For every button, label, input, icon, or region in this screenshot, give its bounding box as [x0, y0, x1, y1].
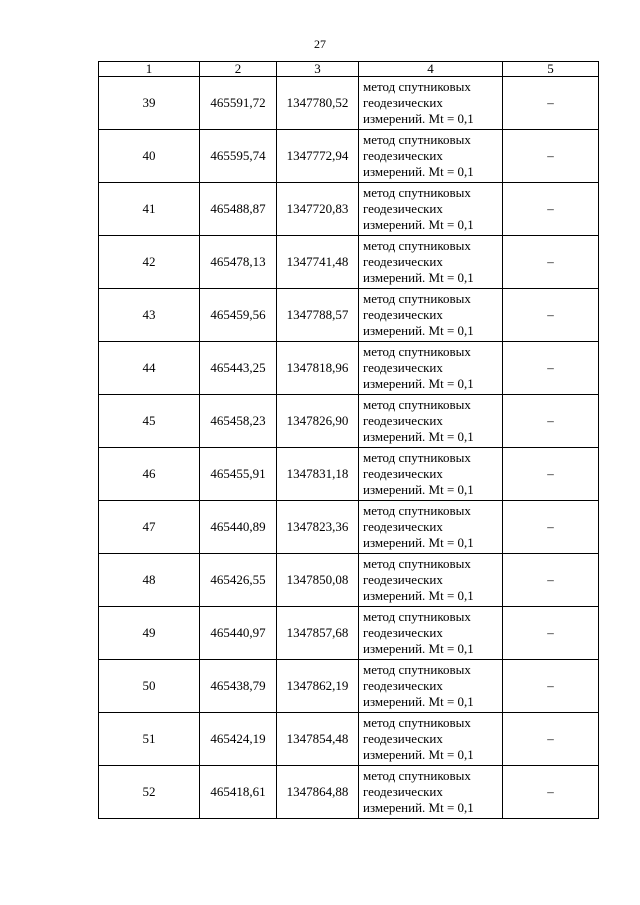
method-line: измерений. Mt = 0,1	[363, 164, 474, 179]
method-line: геодезических	[363, 254, 443, 269]
column-header: 5	[503, 62, 599, 77]
y-coordinate-cell: 1347818,96	[277, 342, 359, 395]
x-coordinate-cell: 465440,89	[200, 501, 277, 554]
table-row	[99, 130, 599, 183]
method-line: метод спутниковых	[363, 715, 471, 730]
method-cell	[359, 130, 503, 183]
note-cell: –	[503, 395, 599, 448]
coordinates-table	[98, 61, 599, 819]
method-line: геодезических	[363, 148, 443, 163]
method-cell	[359, 342, 503, 395]
table-row	[99, 395, 599, 448]
point-number-cell: 40	[99, 130, 200, 183]
x-coordinate-cell: 465418,61	[200, 766, 277, 819]
note-cell: –	[503, 183, 599, 236]
y-coordinate-cell: 1347826,90	[277, 395, 359, 448]
method-line: геодезических	[363, 572, 443, 587]
method-cell	[359, 395, 503, 448]
method-line: измерений. Mt = 0,1	[363, 641, 474, 656]
method-line: геодезических	[363, 784, 443, 799]
y-coordinate-cell: 1347720,83	[277, 183, 359, 236]
method-line: метод спутниковых	[363, 291, 471, 306]
method-line: измерений. Mt = 0,1	[363, 270, 474, 285]
method-cell	[359, 236, 503, 289]
table-row	[99, 236, 599, 289]
method-cell	[359, 501, 503, 554]
y-coordinate-cell: 1347857,68	[277, 607, 359, 660]
y-coordinate-cell: 1347862,19	[277, 660, 359, 713]
table-row	[99, 77, 599, 130]
note-cell: –	[503, 766, 599, 819]
table-row	[99, 501, 599, 554]
point-number-cell: 47	[99, 501, 200, 554]
method-line: измерений. Mt = 0,1	[363, 694, 474, 709]
x-coordinate-cell: 465443,25	[200, 342, 277, 395]
point-number-cell: 39	[99, 77, 200, 130]
method-line: геодезических	[363, 466, 443, 481]
x-coordinate-cell: 465426,55	[200, 554, 277, 607]
table-row	[99, 607, 599, 660]
method-line: геодезических	[363, 307, 443, 322]
y-coordinate-cell: 1347831,18	[277, 448, 359, 501]
table-row	[99, 183, 599, 236]
point-number-cell: 51	[99, 713, 200, 766]
x-coordinate-cell: 465458,23	[200, 395, 277, 448]
y-coordinate-cell: 1347780,52	[277, 77, 359, 130]
method-cell	[359, 77, 503, 130]
x-coordinate-cell: 465488,87	[200, 183, 277, 236]
table-row	[99, 448, 599, 501]
method-line: метод спутниковых	[363, 503, 471, 518]
table-header-row	[99, 62, 599, 77]
method-line: метод спутниковых	[363, 556, 471, 571]
x-coordinate-cell: 465455,91	[200, 448, 277, 501]
table-row	[99, 660, 599, 713]
point-number-cell: 45	[99, 395, 200, 448]
x-coordinate-cell: 465440,97	[200, 607, 277, 660]
x-coordinate-cell: 465591,72	[200, 77, 277, 130]
x-coordinate-cell: 465438,79	[200, 660, 277, 713]
y-coordinate-cell: 1347850,08	[277, 554, 359, 607]
method-line: метод спутниковых	[363, 185, 471, 200]
method-line: метод спутниковых	[363, 132, 471, 147]
y-coordinate-cell: 1347772,94	[277, 130, 359, 183]
note-cell: –	[503, 289, 599, 342]
method-line: измерений. Mt = 0,1	[363, 429, 474, 444]
method-line: измерений. Mt = 0,1	[363, 800, 474, 815]
table-row	[99, 554, 599, 607]
method-line: измерений. Mt = 0,1	[363, 323, 474, 338]
method-cell	[359, 554, 503, 607]
point-number-cell: 44	[99, 342, 200, 395]
note-cell: –	[503, 448, 599, 501]
page-number: 27	[314, 37, 326, 51]
point-number-cell: 42	[99, 236, 200, 289]
method-line: метод спутниковых	[363, 609, 471, 624]
method-line: геодезических	[363, 201, 443, 216]
point-number-cell: 48	[99, 554, 200, 607]
method-line: метод спутниковых	[363, 238, 471, 253]
method-cell	[359, 448, 503, 501]
method-cell	[359, 183, 503, 236]
point-number-cell: 50	[99, 660, 200, 713]
y-coordinate-cell: 1347864,88	[277, 766, 359, 819]
table-row	[99, 342, 599, 395]
method-line: измерений. Mt = 0,1	[363, 747, 474, 762]
method-cell	[359, 713, 503, 766]
note-cell: –	[503, 501, 599, 554]
table-body	[99, 77, 599, 819]
method-line: метод спутниковых	[363, 450, 471, 465]
x-coordinate-cell: 465595,74	[200, 130, 277, 183]
y-coordinate-cell: 1347823,36	[277, 501, 359, 554]
note-cell: –	[503, 236, 599, 289]
point-number-cell: 46	[99, 448, 200, 501]
method-line: геодезических	[363, 625, 443, 640]
table-row	[99, 713, 599, 766]
column-header: 1	[99, 62, 200, 77]
note-cell: –	[503, 342, 599, 395]
note-cell: –	[503, 713, 599, 766]
point-number-cell: 41	[99, 183, 200, 236]
table-row	[99, 289, 599, 342]
method-line: метод спутниковых	[363, 662, 471, 677]
method-line: метод спутниковых	[363, 79, 471, 94]
table-row	[99, 766, 599, 819]
method-line: измерений. Mt = 0,1	[363, 482, 474, 497]
method-line: измерений. Mt = 0,1	[363, 588, 474, 603]
column-header: 2	[200, 62, 277, 77]
method-line: геодезических	[363, 360, 443, 375]
note-cell: –	[503, 607, 599, 660]
method-line: измерений. Mt = 0,1	[363, 535, 474, 550]
method-line: измерений. Mt = 0,1	[363, 376, 474, 391]
method-line: геодезических	[363, 413, 443, 428]
method-line: метод спутниковых	[363, 768, 471, 783]
method-line: геодезических	[363, 519, 443, 534]
method-cell	[359, 607, 503, 660]
column-header: 4	[359, 62, 503, 77]
note-cell: –	[503, 660, 599, 713]
y-coordinate-cell: 1347788,57	[277, 289, 359, 342]
method-cell	[359, 289, 503, 342]
method-line: геодезических	[363, 678, 443, 693]
column-header: 3	[277, 62, 359, 77]
method-line: метод спутниковых	[363, 344, 471, 359]
method-line: геодезических	[363, 95, 443, 110]
method-line: геодезических	[363, 731, 443, 746]
y-coordinate-cell: 1347741,48	[277, 236, 359, 289]
y-coordinate-cell: 1347854,48	[277, 713, 359, 766]
x-coordinate-cell: 465478,13	[200, 236, 277, 289]
method-line: измерений. Mt = 0,1	[363, 217, 474, 232]
x-coordinate-cell: 465459,56	[200, 289, 277, 342]
method-cell	[359, 660, 503, 713]
method-line: измерений. Mt = 0,1	[363, 111, 474, 126]
x-coordinate-cell: 465424,19	[200, 713, 277, 766]
note-cell: –	[503, 554, 599, 607]
method-line: метод спутниковых	[363, 397, 471, 412]
point-number-cell: 52	[99, 766, 200, 819]
point-number-cell: 49	[99, 607, 200, 660]
point-number-cell: 43	[99, 289, 200, 342]
note-cell: –	[503, 77, 599, 130]
note-cell: –	[503, 130, 599, 183]
method-cell	[359, 766, 503, 819]
